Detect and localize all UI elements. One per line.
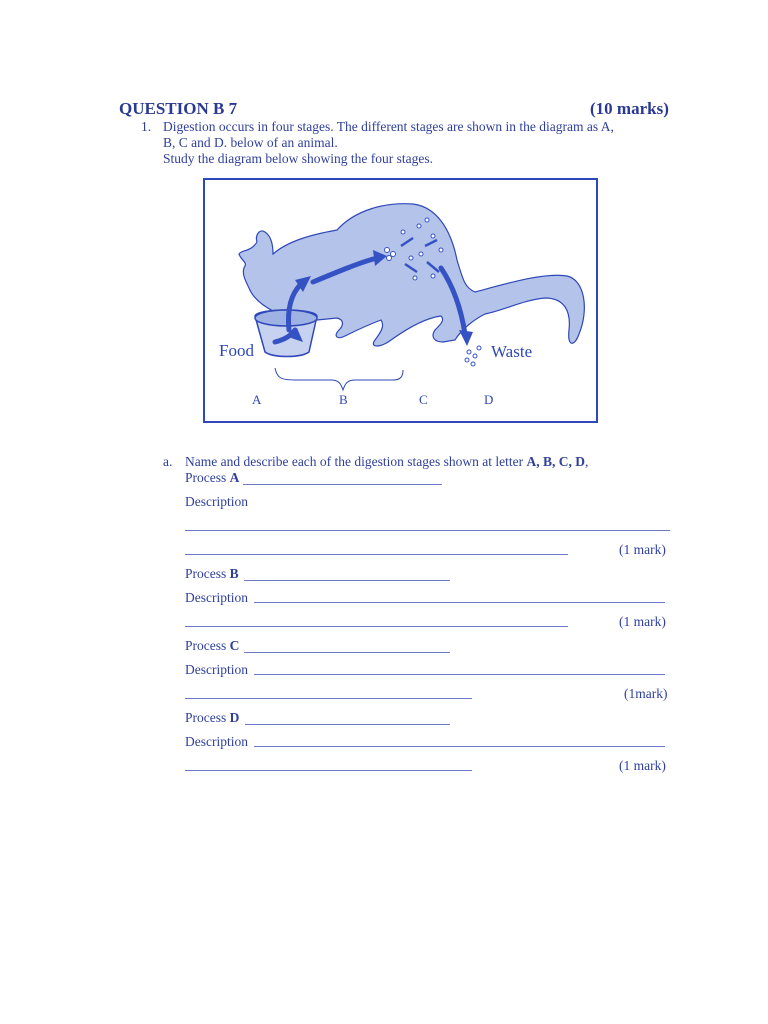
description-b-line-1[interactable] [254, 602, 665, 603]
mark-c: (1mark) [624, 686, 668, 701]
mark-b: (1 mark) [619, 614, 666, 629]
process-a-label: Process A [185, 470, 240, 485]
description-c-line-2[interactable] [185, 698, 472, 699]
description-a-label: Description [185, 494, 248, 509]
description-b-line-2[interactable] [185, 626, 568, 627]
process-d-label: Process D [185, 710, 240, 725]
question-marks: (10 marks) [590, 99, 669, 118]
description-a-line-1[interactable] [185, 530, 670, 531]
description-d-label: Description [185, 734, 248, 749]
food-label: Food [219, 341, 254, 360]
waste-label: Waste [491, 342, 533, 361]
process-a-answer-line[interactable] [243, 484, 442, 485]
question-number: 1. [141, 119, 152, 134]
egestion-arrow-head [459, 330, 473, 346]
mark-a: (1 mark) [619, 542, 666, 557]
stage-letter-b: B [339, 392, 348, 407]
process-b-answer-line[interactable] [244, 580, 450, 581]
question-title: QUESTION B 7 [119, 99, 238, 118]
stage-bracket [275, 368, 403, 390]
description-a-line-2[interactable] [185, 554, 568, 555]
intro-line-1: Digestion occurs in four stages. The different stages are shown in the diagram as A, [163, 119, 614, 134]
intro-line-2: B, C and D. below of an animal. [163, 135, 338, 150]
description-d-line-2[interactable] [185, 770, 472, 771]
digestion-diagram [205, 180, 596, 421]
process-c-label: Process C [185, 638, 240, 653]
process-b-label: Process B [185, 566, 239, 581]
description-d-line-1[interactable] [254, 746, 665, 747]
part-a-letter: a. [163, 454, 173, 469]
description-b-label: Description [185, 590, 248, 605]
stage-letter-d: D [484, 392, 494, 407]
description-c-line-1[interactable] [254, 674, 665, 675]
part-a-prompt: Name and describe each of the digestion stages shown at letter A, B, C, D, [185, 454, 589, 469]
description-c-label: Description [185, 662, 248, 677]
diagram-frame [203, 178, 598, 423]
process-c-answer-line[interactable] [244, 652, 450, 653]
process-d-answer-line[interactable] [245, 724, 450, 725]
intro-line-3: Study the diagram below showing the four stages. [163, 151, 433, 166]
mark-d: (1 mark) [619, 758, 666, 773]
stage-letter-a: A [252, 392, 262, 407]
stage-letter-c: C [419, 392, 428, 407]
